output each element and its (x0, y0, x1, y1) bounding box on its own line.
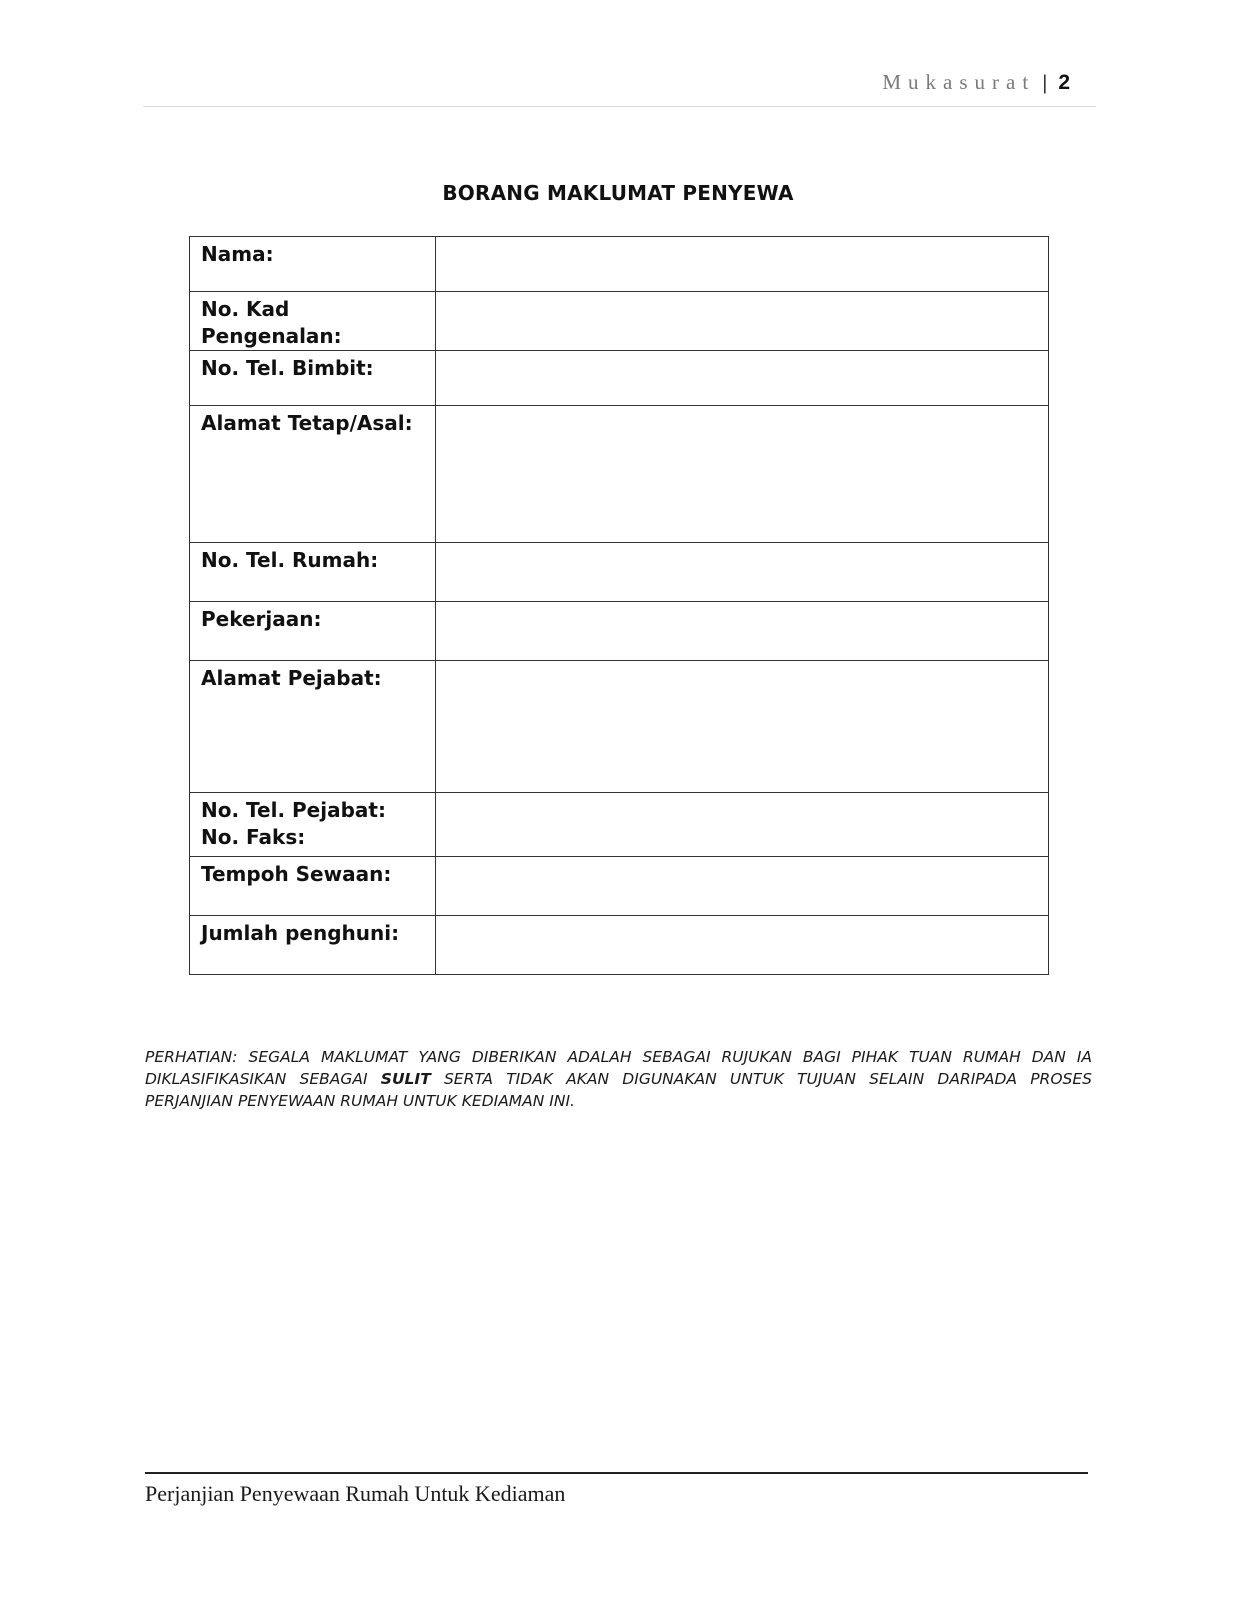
label-tel-pejabat (190, 793, 436, 857)
field-tel-bimbit[interactable] (436, 351, 1049, 406)
notice-emphasis: SULIT (380, 1069, 431, 1088)
field-tempoh-sewaan[interactable] (436, 857, 1049, 916)
label-line: No. Faks: (201, 825, 306, 849)
footer-title: Perjanjian Penyewaan Rumah Untuk Kediaman (145, 1481, 566, 1506)
label-jumlah-penghuni (190, 916, 436, 975)
row-alamat-pejabat (190, 661, 1049, 793)
label-alamat-tetap (190, 406, 436, 543)
label-alamat-pejabat (190, 661, 436, 793)
notice-paragraph (145, 1046, 1092, 1112)
label-pekerjaan (190, 602, 436, 661)
row-tel-pejabat (190, 793, 1049, 857)
footer-rule (145, 1472, 1088, 1474)
field-jumlah-penghuni[interactable] (436, 916, 1049, 975)
row-tempoh-sewaan (190, 857, 1049, 916)
label-line: No. Kad (201, 297, 290, 321)
page-header (882, 72, 1070, 93)
label-line: Pengenalan: (201, 324, 342, 348)
field-kad-pengenalan[interactable] (436, 292, 1049, 351)
label-line: Alamat Pejabat: (201, 666, 382, 690)
label-line: No. Tel. Pejabat: (201, 798, 386, 822)
page-label: Mukasurat (882, 70, 1036, 94)
field-alamat-tetap[interactable] (436, 406, 1049, 543)
field-tel-pejabat[interactable] (436, 793, 1049, 857)
label-line: No. Tel. Bimbit: (201, 356, 374, 380)
row-nama (190, 237, 1049, 292)
row-tel-bimbit (190, 351, 1049, 406)
label-line: Jumlah penghuni: (201, 921, 400, 945)
label-tel-rumah (190, 543, 436, 602)
label-kad-pengenalan (190, 292, 436, 351)
label-nama (190, 237, 436, 292)
label-line: Alamat Tetap/Asal: (201, 411, 413, 435)
field-nama[interactable] (436, 237, 1049, 292)
label-line: Tempoh Sewaan: (201, 862, 392, 886)
row-tel-rumah (190, 543, 1049, 602)
label-line: Pekerjaan: (201, 607, 322, 631)
label-tel-bimbit (190, 351, 436, 406)
page-separator: | (1042, 70, 1048, 94)
row-kad-pengenalan (190, 292, 1049, 351)
page-number: 2 (1058, 71, 1070, 94)
form-title: BORANG MAKLUMAT PENYEWA (442, 181, 794, 205)
field-tel-rumah[interactable] (436, 543, 1049, 602)
label-tempoh-sewaan (190, 857, 436, 916)
tenant-info-table (189, 236, 1049, 975)
row-jumlah-penghuni (190, 916, 1049, 975)
field-pekerjaan[interactable] (436, 602, 1049, 661)
notice-text-after: SERTA TIDAK AKAN DIGUNAKAN UNTUK TUJUAN SELAIN DARIPADA PROSES PERJANJIAN PENYEWAAN RUMAH UNTUK KEDIAMAN INI. (145, 1069, 1092, 1110)
row-alamat-tetap (190, 406, 1049, 543)
label-line: Nama: (201, 242, 274, 266)
header-rule (143, 106, 1096, 107)
row-pekerjaan (190, 602, 1049, 661)
label-line: No. Tel. Rumah: (201, 548, 379, 572)
notice-text-before: PERHATIAN: SEGALA MAKLUMAT YANG DIBERIKAN ADALAH SEBAGAI RUJUKAN BAGI PIHAK TUAN RUMAH DAN IA DIKLASIFIKASIKAN SEBAGAI (145, 1047, 1092, 1088)
field-alamat-pejabat[interactable] (436, 661, 1049, 793)
